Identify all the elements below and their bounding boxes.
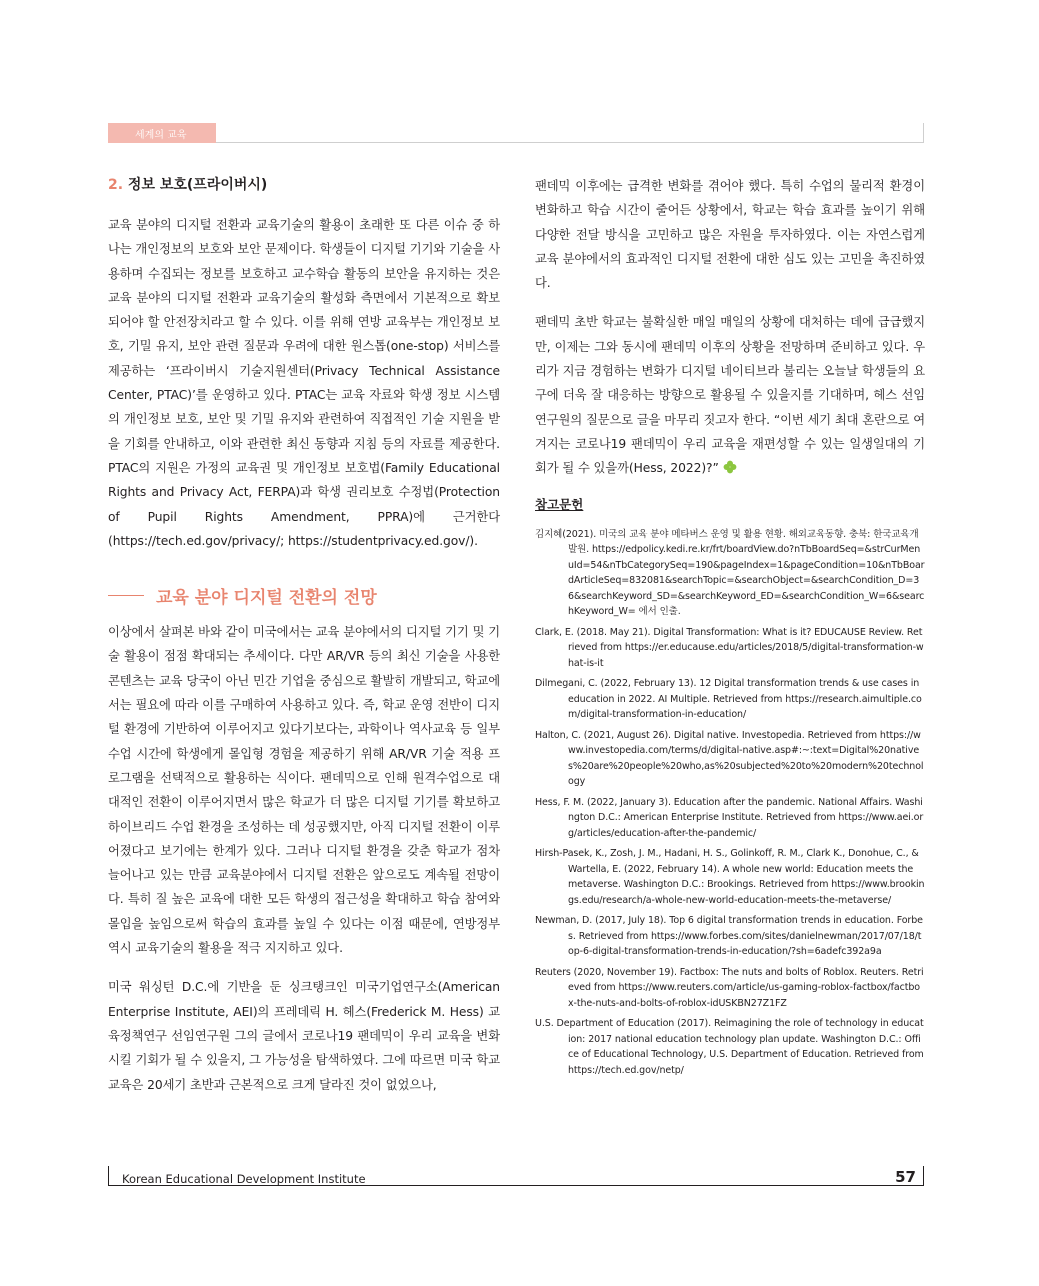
reference-item: Newman, D. (2017, July 18). Top 6 digital transformation trends in education. Forbes. Retrieved from https://www.forbes.com/sites/danielnewman/2017/07/18/top-6-digital-transformation-trends-in-education/?sh=6adefc392a9a xyxy=(535,915,923,958)
subheading-text: 정보 보호(프라이버시) xyxy=(123,177,268,193)
section-rule xyxy=(108,595,144,596)
section-title: 교육 분야 디지털 전환의 전망 xyxy=(156,588,377,609)
reference-item: Clark, E. (2018. May 21). Digital Transformation: What is it? EDUCAUSE Review. Retrieved from https://er.educause.edu/articles/2018/5/digital-transformation-what-is-it xyxy=(535,626,924,669)
clover-icon xyxy=(723,460,737,474)
reference-item: Reuters (2020, November 19). Factbox: The nuts and bolts of Roblox. Reuters. Retrieved from https://www.reuters.com/article/us-gaming-roblox-factbox/factbox-the-nuts-and-bolts-of-roblox-idUSKBN27Z1FZ xyxy=(535,966,924,1009)
paragraph-pandemic: 팬데믹 이후에는 급격한 변화를 겪어야 했다. 특히 수업의 물리적 환경이 변화하고 학습 시간이 줄어든 상황에서, 학교는 학습 효과를 높이기 위해 다양한 전달 방식을 고민하고 많은 자원을 투자하였다. 이는 자연스럽게 교육 분야에서의 효과적인 디지털 전환에 대한 심도 있는 고민을 촉진하였다. xyxy=(535,179,925,291)
left-column xyxy=(108,174,500,1097)
reference-item: U.S. Department of Education (2017). Reimagining the role of technology in education: 2017 national education technology plan update. Washington D.C.: Office of Educational Technology, U.S. Department of Education. Retrieved from https://tech.ed.gov/netp/ xyxy=(535,1018,924,1076)
header-tick xyxy=(923,123,924,143)
reference-item: Hess, F. M. (2022, January 3). Education after the pandemic. National Affairs. Washington D.C.: American Enterprise Institute. Retrieved from https://www.aei.org/articles/education-after-the-pandemic/ xyxy=(535,796,924,839)
paragraph-aei: 미국 워싱턴 D.C.에 기반을 둔 싱크탱크인 미국기업연구소(American Enterprise Institute, AEI)의 프레데릭 H. 헤스(Frederick M. Hess) 교육정책연구 선임연구원 그의 글에서 코로나19 팬데믹이 우리 교육을 변화시킬 기회가 될 수 있을지, 그 가능성을 탐색하였다. 그에 따르면 미국 학교교육은 20세기 초반과 근본적으로 크게 달라진 것이 없었으나, xyxy=(108,980,500,1092)
section-tab xyxy=(108,123,216,143)
paragraph-outlook: 이상에서 살펴본 바와 같이 미국에서는 교육 분야에서의 디지털 기기 및 기술 활용이 점점 확대되는 추세이다. 다만 AR/VR 등의 최신 기술을 사용한 콘텐츠는 교육 당국이 아닌 민간 기업을 중심으로 활발히 개발되고, 학교에서는 필요에 따라 이를 구매하여 사용하고 있다. 즉, 학교 운영 전반이 디지털 환경에 기반하여 이루어지고 있다기보다는, 과학이나 역사교육 등 일부 수업 시간에 학생에게 몰입형 경험을 제공하기 위해 AR/VR 기술 적용 프로그램을 선택적으로 활용하는 식이다. 팬데믹으로 인해 원격수업으로 대대적인 전환이 이루어지면서 많은 학교가 더 많은 디지털 기기를 확보하고 하이브리드 수업 환경을 조성하는 데 성공했지만, 아직 디지털 전환이 이루어졌다고 보기에는 한계가 있다. 그러나 디지털 환경을 갖춘 학교가 점차 늘어나고 있는 만큼 교육분야에서 디지털 전환은 앞으로도 계속될 전망이다. 특히 질 높은 교육에 대한 모든 학생의 접근성을 확대하고 학습 참여와 몰입을 높임으로써 학습의 효과를 높일 수 있다는 이점 때문에, 연방정부 역시 교육기술의 활용을 적극 지지하고 있다. xyxy=(108,625,500,956)
footer-tick-right xyxy=(923,1166,924,1186)
footer-tick-left xyxy=(108,1166,109,1186)
reference-item: Hirsh-Pasek, K., Zosh, J. M., Hadani, H. S., Golinkoff, R. M., Clark K., Donohue, C., & Wartella, E. (2022, February 14). A whole new world: Education meets the metaverse. Washington D.C.: Brookings. Retrieved from https://www.brookings.edu/research/a-whole-new-world-education-meets-the-metaverse/ xyxy=(535,848,925,906)
header-rule xyxy=(216,142,924,143)
subheading xyxy=(108,174,500,196)
section-heading xyxy=(108,583,500,608)
section-label: 세계의 교육 xyxy=(135,130,187,141)
reference-item: Halton, C. (2021, August 26). Digital native. Investopedia. Retrieved from https://www.investopedia.com/terms/d/digital-native.asp#:~:text=Digital%20natives%20are%20people%20who,as%20subjected%20to%20modern%20technology xyxy=(535,729,924,788)
page-number: 57 xyxy=(895,1168,916,1186)
conclusion-text: 팬데믹 초반 학교는 불확실한 매일 매일의 상황에 대처하는 데에 급급했지만, 이제는 그와 동시에 팬데믹 이후의 상황을 전망하며 준비하고 있다. 우리가 지금 경험하는 변화가 디지털 네이티브라 불리는 오늘날 학생들의 요구에 더욱 잘 대응하는 방향으로 활용될 수 있을지를 기대하며, 헤스 선임연구원의 질문으로 글을 마무리 짓고자 한다. “이번 세기 최대 혼란으로 여겨지는 코로나19 팬데믹이 우리 교육을 재편성할 수 있는 일생일대의 기회가 될 수 있을까(Hess, 2022)?” xyxy=(535,315,925,476)
reference-item: 김지혜(2021). 미국의 교육 분야 메타버스 운영 및 활용 현황. 해외교육동향. 충북: 한국교육개발원. https://edpolicy.kedi.re.kr/frt/boardView.do?nTbBoardSeq=&strCurMenuId=54&nTbCategorySeq=190&pageIndex=1&pageCondition=10&nTbBoardArticleSeq=832081&searchTopic=&searchObject=&searchCondition_D=36&searchKeyword_SD=&searchKeyword_ED=&searchCondition_W=6&searchKeyword_W= 에서 인출. xyxy=(535,528,925,618)
right-column xyxy=(535,174,925,1083)
subheading-number: 2. xyxy=(108,177,124,193)
paragraph-privacy: 교육 분야의 디지털 전환과 교육기술의 활용이 초래한 또 다른 이슈 중 하나는 개인정보의 보호와 보안 문제이다. 학생들이 디지털 기기와 기술을 사용하며 수집되는 정보를 보호하고 교수학습 활동의 보안을 유지하는 것은 교육 분야의 디지털 전환과 교육기술의 활성화 측면에서 기본적으로 확보되어야 할 안전장치라고 할 수 있다. 이를 위해 연방 교육부는 개인정보 보호, 기밀 유지, 보안 관련 질문과 우려에 대한 원스톱(one-stop) 서비스를 제공하는 ‘프라이버시 기술지원센터(Privacy Technical Assistance Center, PTAC)’를 운영하고 있다. PTAC는 교육 자료와 학생 정보 시스템의 개인정보 보호, 보안 및 기밀 유지와 관련하여 직접적인 기술 지원을 받을 기회를 안내하고, 이와 관련한 최신 동향과 지침 등의 자료를 제공한다. PTAC의 지원은 가정의 교육권 및 개인정보 보호법(Family Educational Rights and Privacy Act, FERPA)과 학생 권리보호 수정법(Protection of Pupil Rights Amendment, PPRA)에 근거한다(https://tech.ed.gov/privacy/; https://studentprivacy.ed.gov/). xyxy=(108,218,500,548)
references-heading: 참고문헌 xyxy=(535,496,584,512)
paragraph-conclusion xyxy=(535,310,925,480)
footer-org: Korean Educational Development Institute xyxy=(122,1172,366,1186)
reference-item: Dilmegani, C. (2022, February 13). 12 Digital transformation trends & use cases in education in 2022. AI Multiple. Retrieved from https://research.aimultiple.com/digital-transformation-in-education/ xyxy=(535,678,922,721)
